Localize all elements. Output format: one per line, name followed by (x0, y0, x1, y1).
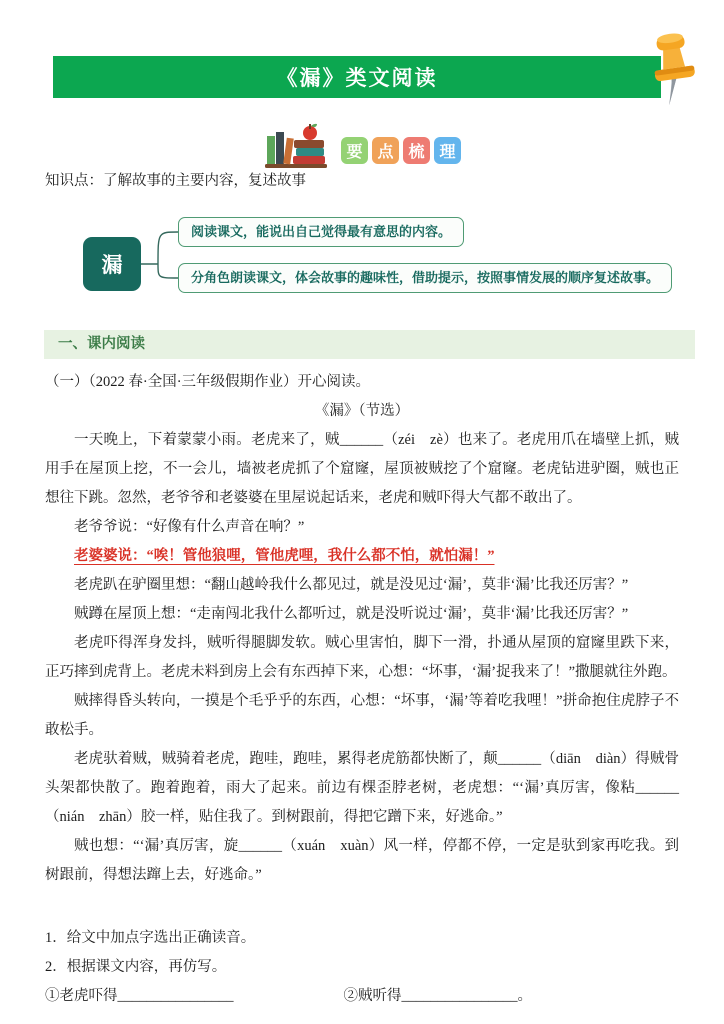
badge-dian: 点 (372, 137, 399, 164)
pushpin-icon (645, 30, 703, 112)
question-2: 2．根据课文内容，再仿写。 (45, 959, 227, 975)
blank-answer-1[interactable]: ①老虎吓得________________ (45, 988, 234, 1004)
books-stack-icon (263, 120, 331, 170)
passage-paragraph: 贼蹲在屋顶上想：“走南闯北我什么都听过，就是没听说过‘漏’，莫非‘漏’比我还厉害？” (74, 606, 629, 622)
mindmap-root-node: 漏 (83, 237, 141, 291)
passage-paragraph: 贼也想：“‘漏’真厉害，旋______（xuán xuàn）风一样，停都不停，一定是驮到家再吃我。到树跟前，得想法蹿上去，好逃命。” (45, 838, 679, 883)
badge-shu: 梳 (403, 137, 430, 164)
page-title-bar (53, 56, 661, 98)
passage-paragraph-highlighted: 老婆婆说：“唉！管他狼哩，管他虎哩，我什么都不怕，就怕漏！” (74, 548, 495, 564)
question-1: 1．给文中加点字选出正确读音。 (45, 930, 256, 946)
passage-area (45, 368, 679, 1011)
passage-paragraph: 老虎驮着贼，贼骑着老虎，跑哇，跑哇，累得老虎筋都快断了，颠______（diān diàn）得贼骨头架都快散了。跑着跑着，雨大了起来。前边有棵歪脖老树，老虎想：“‘漏’真厉害，像粘______（nián zhān）胶一样，贴住我了。到树跟前，得把它蹭下来，好逃命。” (45, 751, 679, 825)
knowledge-point-line: 知识点：了解故事的主要内容，复述故事 (45, 173, 306, 189)
passage-paragraph: 老虎吓得浑身发抖，贼听得腿脚发软。贼心里害怕，脚下一滑，扑通从屋顶的窟窿里跌下来，正巧摔到虎背上。老虎未料到房上会有东西掉下来，心想：“坏事，‘漏’捉我来了！”撒腿就往外跑。 (45, 635, 679, 680)
passage-paragraph: 贼摔得昏头转向，一摸是个毛乎乎的东西，心想：“坏事，‘漏’等着吃我哩！”拼命抱住虎脖子不敢松手。 (45, 693, 679, 738)
mindmap (45, 213, 705, 317)
badge-yao: 要 (341, 137, 368, 164)
page-title: 《漏》类文阅读 (276, 67, 438, 90)
key-points-heading (0, 118, 724, 170)
badge-li: 理 (434, 137, 461, 164)
questions-block (45, 924, 679, 1011)
mindmap-branch-2: 分角色朗读课文，体会故事的趣味性，借助提示，按照事情发展的顺序复述故事。 (178, 263, 672, 293)
mindmap-branch-1: 阅读课文，能说出自己觉得最有意思的内容。 (178, 217, 464, 247)
passage-paragraph: 一天晚上，下着蒙蒙小雨。老虎来了，贼______（zéi zè）也来了。老虎用爪在墙壁上抓，贼用手在屋顶上挖，不一会儿，墙被老虎抓了个窟窿，屋顶被贼挖了个窟窿。老虎钻进驴圈，贼也正想往下跳。忽然，老爷爷和老婆婆在里屋说起话来，老虎和贼吓得大气都不敢出了。 (45, 432, 679, 506)
exercise-source-line: （一）（2022 春·全国·三年级假期作业）开心阅读。 (45, 374, 371, 390)
passage-paragraph: 老虎趴在驴圈里想：“翻山越岭我什么都见过，就是没见过‘漏’，莫非‘漏’比我还厉害？” (74, 577, 629, 593)
fill-in-blanks-row (45, 982, 679, 1011)
section-1-header: 一、课内阅读 (44, 330, 695, 359)
blank-answer-2[interactable]: ②贼听得________________。 (343, 988, 532, 1004)
passage-title: 《漏》（节选） (314, 403, 410, 419)
passage-paragraph: 老爷爷说：“好像有什么声音在响？” (74, 519, 305, 535)
